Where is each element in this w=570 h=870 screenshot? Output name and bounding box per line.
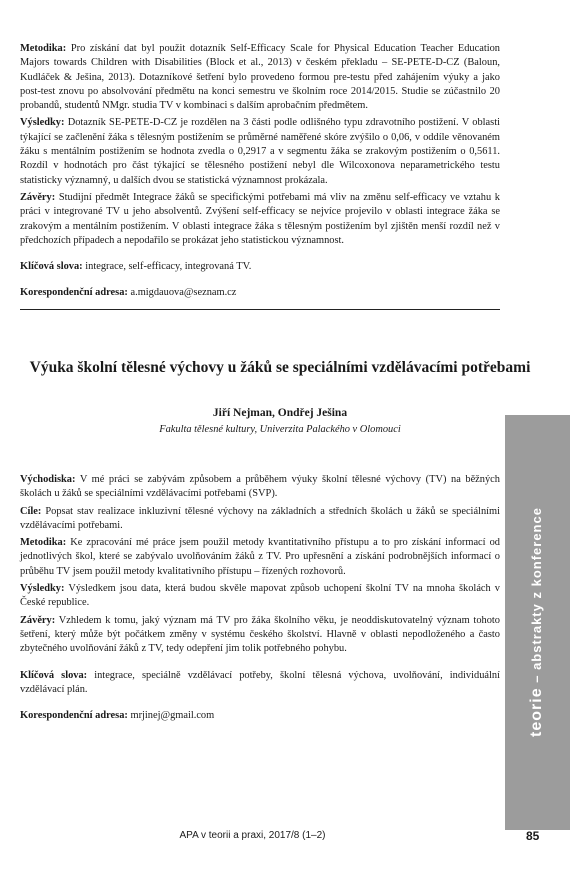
abstract1-keywords: Klíčová slova: integrace, self-efficacy, integrovaná TV. [20,261,252,273]
journal-citation: APA v teorii a praxi, 2017/8 (1–2) [179,830,326,841]
abstract1-correspondence: Korespondenční adresa: a.migdauova@seznam.cz [20,287,237,299]
section-label: teorie – abstrakty z konference [528,507,545,737]
article-affiliation: Fakulta tělesné kultury, Univerzita Palackého v Olomouci [159,424,401,435]
abstract-1 [20,42,500,301]
abstract2-cile: Cíle: Popsat stav realizace inkluzivní tělesné výchovy na základních a středních školách u žáků se speciálními vzdělávacími potřebami. [20,505,500,531]
abstract-2 [20,473,500,723]
abstract1-metodika: Metodika: Pro získání dat byl použit dotazník Self-Efficacy Scale for Physical Education Teacher Education Majors towards Children with Disabilities (Block et al., 2013) v českém překladu – SE-PETE-D-CZ (Baloun, Kudláček & Ješina, 2013). Dotazníkové šetření bylo provedeno formou pre-testu před zahájením výuky a jako post-test znovu po absolvování předmětu na konci semestru ve školním roce 2014/2015. Studie se zúčastnilo 20 probandů, studentů NMgr. studia TV v kombinaci s dalším aprobačním předmětem. [20,43,500,112]
abstract2-vysledky: Výsledky: Výsledkem jsou data, která budou skvěle mapovat způsob uchopení školní TV na mnoha školách v České republice. [20,583,500,609]
section-divider [20,309,500,310]
article-title: Výuka školní tělesné výchovy u žáků se speciálními vzdělávacími potřebami [29,359,531,376]
page-number: 85 [526,829,540,843]
abstract2-vychodiska: Východiska: V mé práci se zabývám způsobem a průběhem výuky školní tělesné výchovy (TV) na běžných školách u žáků se speciálními vzdělávacími potřebami (SVP). [20,474,500,500]
abstract2-keywords: Klíčová slova: integrace, speciálně vzdělávací potřeby, školní tělesná výchova, uvolňování, individuální vzdělávací plán. [20,669,500,695]
article-authors: Jiří Nejman, Ondřej Ješina [212,407,348,419]
abstract2-correspondence: Korespondenční adresa: mrjinej@gmail.com [20,710,215,722]
abstract1-vysledky: Výsledky: Dotazník SE-PETE-D-CZ je rozdělen na 3 části podle odlišného typu zdravotního postižení. V oblasti týkající se začlenění žáka s tělesným postižením se průměrné naměřené skóre zvýšilo o 0,06, v oddíle věnovaném žáku s mentálním postižením se hodnota zvedla o 0,2917 a v segmentu žáka se zrakovým postižením o 0,5611. Rozdíl v hodnotách pro část týkající se tělesného postižení nebyl dle Wilcoxonova neparametrického testu statisticky významný, u dalších dvou se statistická významnost prokázala. [20,117,500,186]
abstract2-zavery: Závěry: Vzhledem k tomu, jaký význam má TV pro žáka školního věku, je neoddiskutovatelný význam tohoto šetření, který může být počátkem změny v systému českého školství. Hlavně v oblasti nepodloženého a často zbytečného uvolňování žáků z TV, tedy odepření jim tolik potřebného pohybu. [20,614,500,655]
section-sidebar [505,415,570,830]
abstract2-metodika: Metodika: Ke zpracování mé práce jsem použil metody kvantitativního přístupu a to pro získání informací od jednotlivých škol, které se zabývalo uvolňováním žáků z TV. Pro upřesnění a získání podrobnějších informací o průběhu TV jsem použil metody kvalitativního přístupu – řízených rozhovorů. [20,537,500,577]
abstract1-zavery: Závěry: Studijní předmět Integrace žáků se specifickými potřebami má vliv na změnu self-efficacy ve vztahu k práci v integrované TV u jeho absolventů. Zvýšení self-efficacy se nejvíce projevilo v oblasti integrace žáka se zrakovým a mentálním postižením. V oblasti integrace žáka s tělesným postižením byl zjištěn menší rozdíl než v předchozích případech a nepodařilo se prokázat jeho statistickou významnost. [20,191,500,246]
